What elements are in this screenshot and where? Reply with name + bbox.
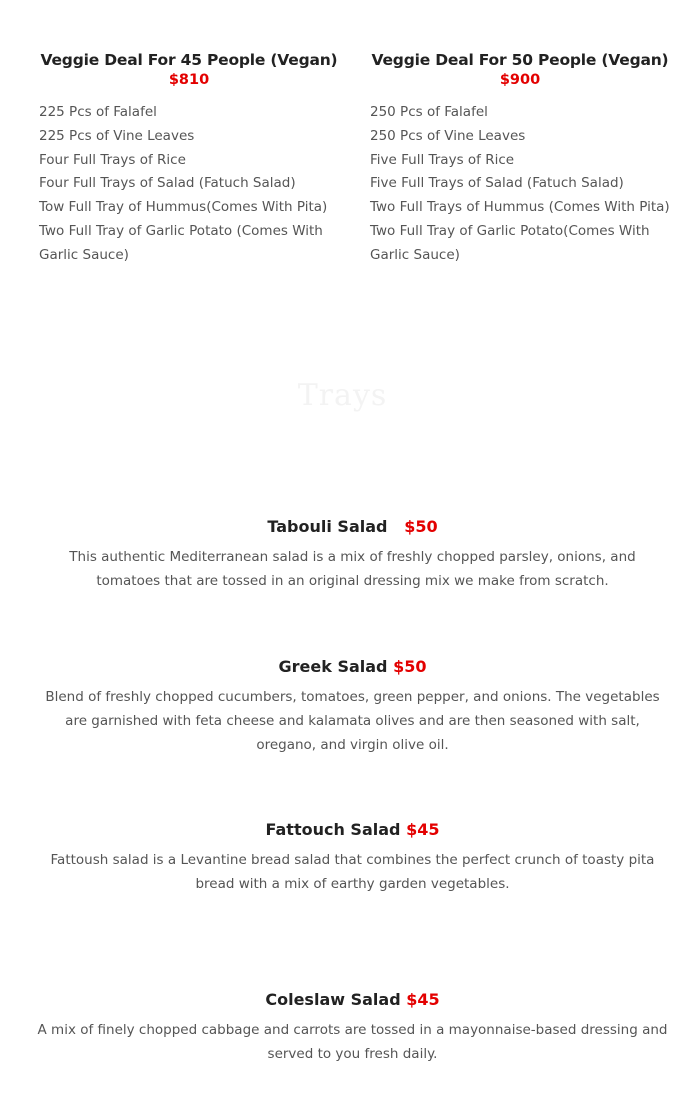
menu-item-price: $50 bbox=[393, 657, 427, 676]
deal-item: 225 Pcs of Vine Leaves bbox=[39, 127, 195, 144]
deal-item: Two Full Tray of Garlic Potato(Comes With Garlic Sauce) bbox=[370, 222, 650, 263]
menu-item bbox=[36, 989, 669, 1067]
deal-card bbox=[370, 50, 670, 268]
deal-item: Four Full Trays of Rice bbox=[39, 151, 186, 168]
deal-item: Two Full Tray of Garlic Potato (Comes With Garlic Sauce) bbox=[39, 222, 323, 263]
deal-item: 225 Pcs of Falafel bbox=[39, 104, 157, 120]
menu-item-name: Fattouch Salad bbox=[265, 820, 401, 839]
deal-price: $900 bbox=[499, 72, 541, 88]
menu-item bbox=[36, 819, 669, 897]
deal-item: Two Full Trays of Hummus (Comes With Pita) bbox=[370, 199, 670, 216]
menu-item-name: Tabouli Salad bbox=[267, 517, 388, 536]
deal-title: Veggie Deal For 50 People (Vegan) bbox=[371, 51, 669, 69]
deal-card bbox=[39, 50, 339, 268]
menu-item-name: Greek Salad bbox=[278, 657, 388, 676]
menu-item-title bbox=[36, 989, 669, 1011]
menu-item-price: $45 bbox=[406, 820, 440, 839]
menu-item-price: $50 bbox=[404, 517, 438, 536]
deal-title: Veggie Deal For 45 People (Vegan) bbox=[40, 51, 338, 69]
deal-item: 250 Pcs of Falafel bbox=[370, 104, 488, 120]
menu-item-description: Fattoush salad is a Levantine bread salad that combines the perfect crunch of toasty pita bread with a mix of earthy garden vegetables. bbox=[50, 852, 655, 892]
menu-item-title bbox=[36, 516, 669, 538]
deal-items-list bbox=[370, 101, 670, 268]
menu-item-title bbox=[36, 819, 669, 841]
menu-item-description: Blend of freshly chopped cucumbers, tomatoes, green pepper, and onions. The vegetables are garnished with feta cheese and kalamata olives and are then seasoned with salt, oregano, and virgin olive oil. bbox=[45, 689, 660, 753]
deal-item: Tow Full Tray of Hummus(Comes With Pita) bbox=[39, 199, 328, 216]
deal-item: 250 Pcs of Vine Leaves bbox=[370, 127, 526, 144]
deal-item: Five Full Trays of Salad (Fatuch Salad) bbox=[370, 175, 624, 192]
deal-price: $810 bbox=[168, 72, 210, 88]
menu-item-price: $45 bbox=[406, 990, 440, 1009]
menu-item-description: This authentic Mediterranean salad is a mix of freshly chopped parsley, onions, and tomatoes that are tossed in an original dressing mix we make from scratch. bbox=[69, 549, 636, 589]
menu-item-name: Coleslaw Salad bbox=[265, 990, 401, 1009]
menu-item bbox=[36, 656, 669, 757]
menu-item bbox=[36, 516, 669, 594]
deal-item: Five Full Trays of Rice bbox=[370, 151, 515, 168]
deal-item: Four Full Trays of Salad (Fatuch Salad) bbox=[39, 175, 296, 192]
menu-item-description: A mix of finely chopped cabbage and carrots are tossed in a mayonnaise-based dressing and served to you fresh daily. bbox=[37, 1022, 668, 1062]
menu-item-title bbox=[36, 656, 669, 678]
deal-items-list bbox=[39, 101, 339, 268]
section-heading: Trays bbox=[297, 378, 388, 413]
